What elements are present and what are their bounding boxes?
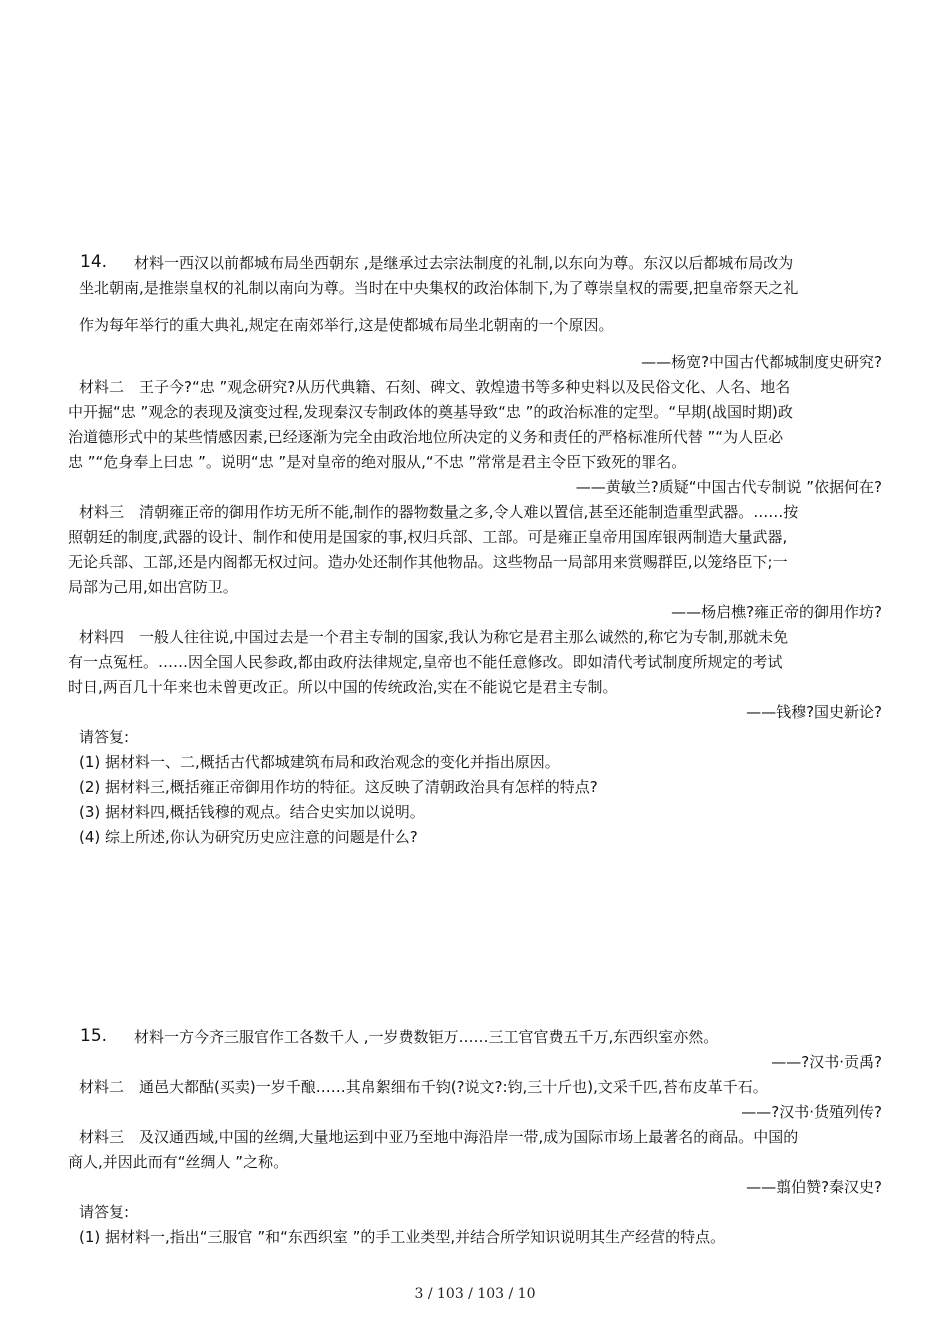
- q14-source-4: ——钱穆?国史新论?: [746, 703, 882, 721]
- q14-source-1: ——杨宽?中国古代都城制度史研究?: [641, 353, 882, 371]
- q15-prompt: 请答复:: [79, 1203, 130, 1221]
- q15-line-6: 商人,并因此而有“丝绸人 ”之称。: [68, 1153, 289, 1171]
- q14-line-10: 材料三 清朝雍正帝的御用作坊无所不能,制作的器物数量之多,令人难以置信,甚至还能制造重型武器。……按: [79, 503, 799, 521]
- q15-line-5: 材料三 及汉通西域,中国的丝绸,大量地运到中亚乃至地中海沿岸一带,成为国际市场上最著名的商品。中国的: [79, 1128, 799, 1146]
- q14-line-3: 作为每年举行的重大典礼,规定在南郊举行,这是使都城布局坐北朝南的一个原因。: [79, 316, 614, 334]
- page-footer: 3 / 103 / 103 / 10: [414, 1286, 536, 1302]
- q14-source-3: ——杨启樵?雍正帝的御用作坊?: [671, 603, 882, 621]
- q14-line-1: 材料一西汉以前都城布局坐西朝东 ,是继承过去宗法制度的礼制,以东向为尊。东汉以后都城布局改为: [134, 254, 794, 272]
- question-14-number: 14.: [80, 252, 108, 272]
- q14-line-16: 有一点冤枉。……因全国人民参政,都由政府法律规定,皇帝也不能任意修改。即如清代考试制度所规定的考试: [68, 653, 783, 671]
- q14-source-2: ——黄敏兰?质疑“中国古代专制说 ”依据何在?: [575, 478, 882, 496]
- q14-line-15: 材料四 一般人往往说,中国过去是一个君主专制的国家,我认为称它是君主那么诚然的,称它为专制,那就未免: [79, 628, 789, 646]
- q14-line-17: 时日,两百几十年来也未曾更改正。所以中国的传统政治,实在不能说它是君主专制。: [68, 678, 618, 696]
- q15-source-1: ——?汉书·贡禹?: [771, 1053, 882, 1071]
- q14-subq-4: (4) 综上所述,你认为研究历史应注意的问题是什么?: [79, 828, 418, 846]
- q14-subq-1: (1) 据材料一、二,概括古代都城建筑布局和政治观念的变化并指出原因。: [79, 753, 560, 771]
- q14-line-12: 无论兵部、工部,还是内阁都无权过问。造办处还制作其他物品。这些物品一局部用来赏赐群臣,以笼络臣下;一: [68, 553, 788, 571]
- q14-line-7: 治道德形式中的某些情感因素,已经逐渐为完全由政治地位所决定的义务和责任的严格标准所代替 ”“为人臣必: [68, 428, 784, 446]
- q14-line-13: 局部为己用,如出宫防卫。: [68, 578, 238, 596]
- q14-subq-3: (3) 据材料四,概括钱穆的观点。结合史实加以说明。: [79, 803, 425, 821]
- q14-line-8: 忠 ”“危身奉上曰忠 ”。说明“忠 ”是对皇帝的绝对服从,“不忠 ”常常是君主令臣下致死的罪名。: [68, 453, 687, 471]
- q15-source-2: ——?汉书·货殖列传?: [741, 1103, 882, 1121]
- q15-source-3: ——翦伯赞?秦汉史?: [746, 1178, 882, 1196]
- q14-line-6: 中开掘“忠 ”观念的表现及演变过程,发现秦汉专制政体的奠基导致“忠 ”的政治标准的定型。“早期(战国时期)政: [68, 403, 793, 421]
- q15-subq-1: (1) 据材料一,指出“三服官 ”和“东西织室 ”的手工业类型,并结合所学知识说明其生产经营的特点。: [79, 1228, 726, 1246]
- q15-line-1: 材料一方今齐三服官作工各数千人 ,一岁费数钜万……三工官官费五千万,东西织室亦然。: [134, 1028, 719, 1046]
- q14-prompt: 请答复:: [79, 728, 130, 746]
- q15-line-3: 材料二 通邑大都酤(买卖)一岁千酿……其帛絮细布千钧(?说文?:钧,三十斤也),文采千匹,苔布皮革千石。: [79, 1078, 768, 1096]
- q14-line-2: 坐北朝南,是推崇皇权的礼制以南向为尊。当时在中央集权的政治体制下,为了尊崇皇权的需要,把皇帝祭天之礼: [79, 279, 799, 297]
- q14-subq-2: (2) 据材料三,概括雍正帝御用作坊的特征。这反映了清朝政治具有怎样的特点?: [79, 778, 598, 796]
- question-15-number: 15.: [80, 1026, 108, 1046]
- q14-line-11: 照朝廷的制度,武器的设计、制作和使用是国家的事,权归兵部、工部。可是雍正皇帝用国库银两制造大量武器,: [68, 528, 788, 546]
- q14-line-5: 材料二 王子今?“忠 ”观念研究?从历代典籍、石刻、碑文、敦煌遗书等多种史料以及民俗文化、人名、地名: [79, 378, 791, 396]
